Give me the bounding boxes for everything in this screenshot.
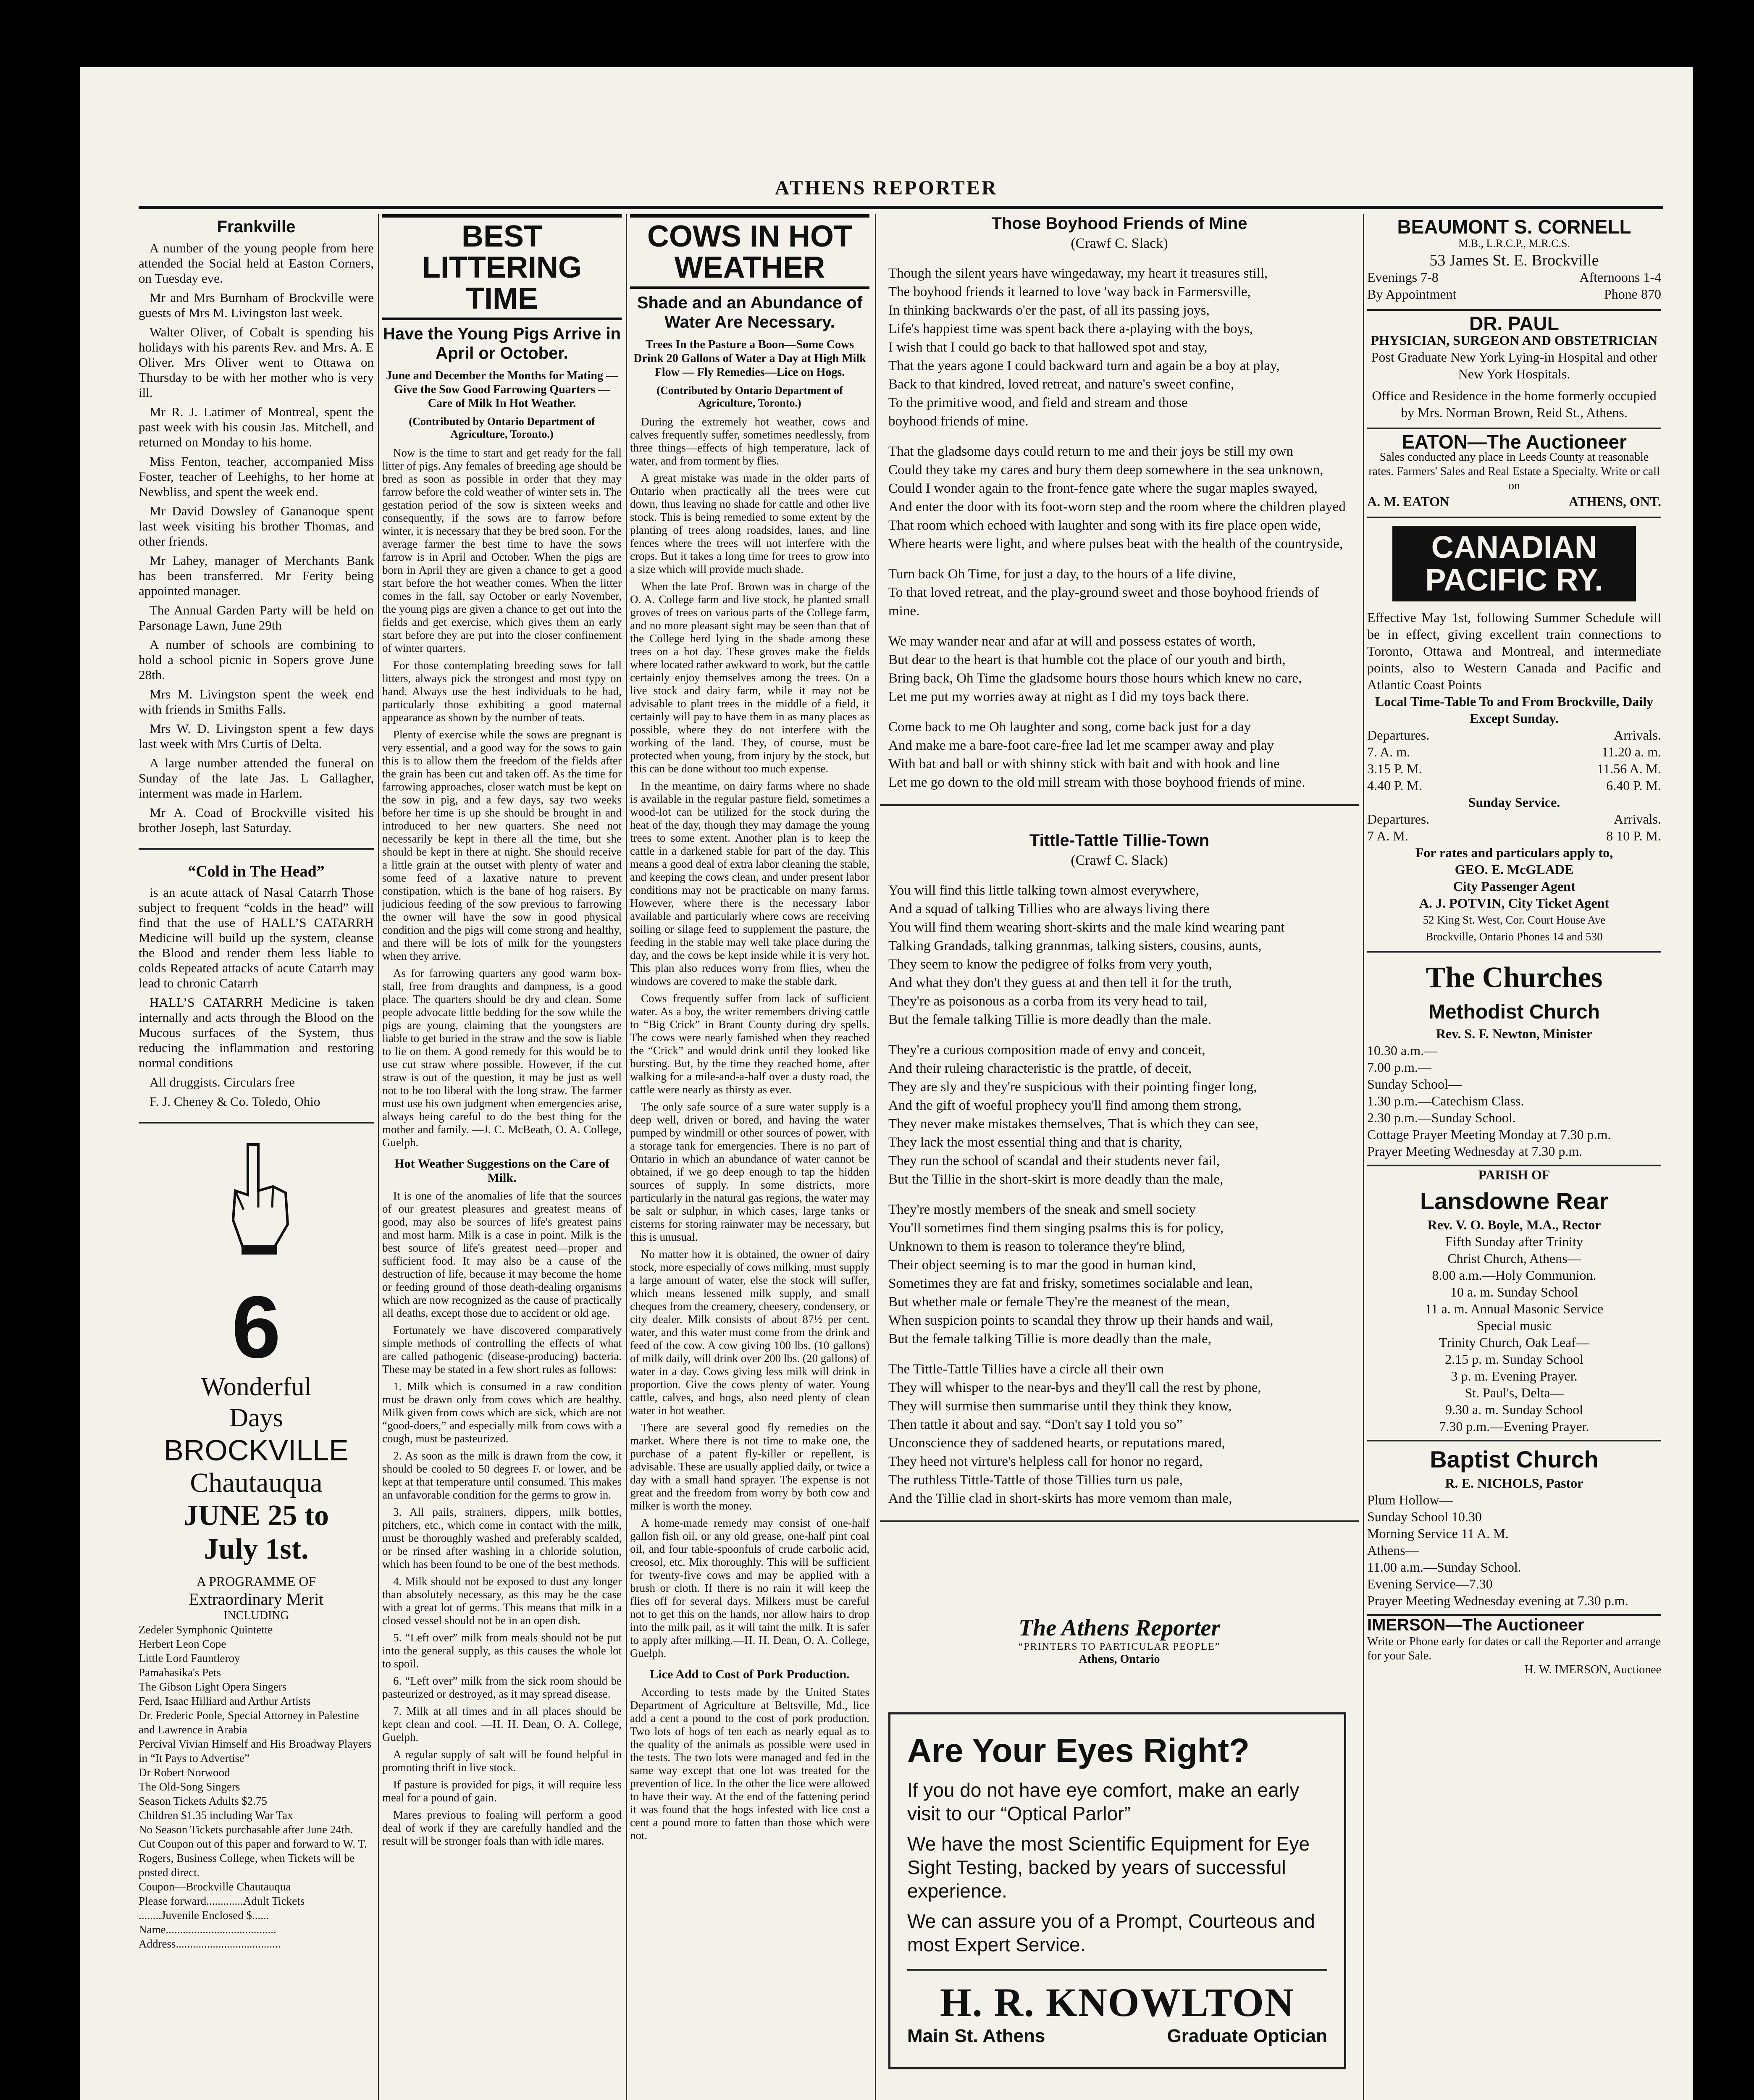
poem-line: Then tattle it about and say. “Don't say I told you so” — [888, 1417, 1183, 1432]
timetable-cell: 4.40 P. M. — [1367, 778, 1422, 793]
littering-contrib: (Contributed by Ontario Department of Agriculture, Toronto.) — [409, 415, 595, 440]
program-item: Dr. Frederic Poole, Special Attorney in Palestine and Lawrence in Arabia — [139, 1709, 359, 1736]
paul-text-1: Post Graduate New York Lying-in Hospital and other New York Hospitals. — [1371, 349, 1657, 381]
news-item: Mr R. J. Latimer of Montreal, spent the past week with his cousin Jas. Mitchell, and returned on Monday to his home. — [139, 404, 374, 449]
chautauqua-advert — [139, 1278, 374, 1951]
poem-stanza — [888, 565, 1350, 620]
poem-line: Life's happiest time was spent back there a-playing with the boys, — [888, 321, 1253, 336]
poem-line: They will whisper to the near-bys and they'll call the rest by phone, — [888, 1380, 1261, 1395]
poem-line: Come back to me Oh laughter and song, come back just for a day — [888, 719, 1251, 735]
poem-stanza — [888, 881, 1350, 1029]
chautauqua-dates-end: July 1st. — [204, 1533, 309, 1565]
eaton-card — [1367, 429, 1661, 518]
poem2-title: Tittle-Tattle Tillie-Town — [1029, 831, 1210, 850]
cpr-phones: Brockville, Ontario Phones 14 and 530 — [1426, 930, 1603, 943]
poem-line: And what they don't they guess at and then tell it for the truth, — [888, 975, 1232, 990]
program-item: Zedeler Symphonic Quintette — [139, 1623, 273, 1636]
reporter-name: The Athens Reporter — [1018, 1615, 1221, 1641]
departures-label: Departures. — [1367, 727, 1430, 743]
program-item: Please forward.............Adult Tickets — [139, 1895, 305, 1907]
timetable-cell: 7. A. m. — [1367, 744, 1410, 759]
lansdowne-rector: Rev. V. O. Boyle, M.A., Rector — [1427, 1217, 1601, 1232]
poem-line: But the female talking Tillie is more deadly than the male, — [888, 1331, 1211, 1347]
article-paragraph: A great mistake was made in the older parts of Ontario when practically all the trees were cut down, thus leaving no shade for cattle and other live stock. This is being remedied to some extent by the planting of trees along roadsides, lanes, and line fences where the trees will not interfere with the crops. But it takes a long time for trees to grow into a size which will provide much shade. — [630, 472, 869, 575]
article-paragraph: 3. All pails, strainers, dippers, milk bottles, pitchers, etc., which come in contact with the milk, must be thoroughly washed and preferably scalded, or be rinsed after washing in a chloride solution, which has been found to be one of the best methods. — [382, 1506, 622, 1570]
cpr-logo — [1392, 526, 1636, 601]
poem-line: They're a curious composition made of envy and conceit, — [888, 1042, 1205, 1058]
cpr-agent2: A. J. POTVIN, City Ticket Agent — [1419, 895, 1610, 911]
masthead-rule — [139, 206, 1663, 209]
lice-title: Lice Add to Cost of Pork Production. — [650, 1667, 850, 1681]
littering-headline: BEST LITTERING TIME — [382, 214, 622, 320]
paul-name: DR. PAUL — [1469, 312, 1559, 334]
article-paragraph: Fortunately we have discovered comparatively simple methods of controlling the effects of what are called pathogenic (disease-producing) bacteria. These may be stated in a few short rules as follows: — [382, 1324, 622, 1376]
cpr-address: 52 King St. West, Cor. Court House Ave — [1423, 914, 1606, 926]
poem-stanza — [888, 1360, 1350, 1508]
methodist-church — [1367, 1000, 1661, 1166]
article-paragraph: 4. Milk should not be exposed to dust any longer than absolutely necessary, as this may be the case with a great lot of germs. This means that milk in a closed vessel should not be in an open dish. — [382, 1575, 622, 1627]
poem-line: The ruthless Tittle-Tattle of those Tillies turn us pale, — [888, 1473, 1183, 1488]
timetable-row — [1367, 827, 1661, 844]
advert-paragraph: All druggists. Circulars free — [150, 1075, 295, 1089]
poem-line: And the Tillie clad in short-skirts has more vemom than male, — [888, 1491, 1232, 1506]
column-rule — [875, 214, 876, 2100]
lansdowne-parish — [1367, 1166, 1661, 1441]
column-rule — [626, 214, 627, 2100]
poem-line: And a squad of talking Tillies who are always living there — [888, 901, 1210, 916]
optician-title: Graduate Optician — [1167, 2026, 1327, 2046]
imerson-name: IMERSON—The Auctioneer — [1367, 1616, 1584, 1634]
program-item: Address..................................... — [139, 1937, 281, 1950]
article-paragraph: Mares previous to foaling will perform a good deal of work if they are carefully handled and the result will be stronger foals than with idle mares. — [382, 1809, 622, 1847]
poem-line: They are sly and they're suspicious with their pointing finger long, — [888, 1079, 1257, 1095]
news-item: Mr David Dowsley of Gananoque spent last week visiting his brother Thomas, and other friends. — [139, 504, 374, 549]
schedule-line: Prayer Meeting Wednesday at 7.30 p.m. — [1367, 1144, 1583, 1159]
poem-line: When suspicion points to scandal they throw up their hands and wail, — [888, 1313, 1273, 1328]
poem-line: boyhood friends of mine. — [888, 414, 1029, 429]
advert-paragraph: is an acute attack of Nasal Catarrh Those subject to frequent “colds in the head” will find that the use of HALL’S CATARRH Medicine will build up the system, cleanse the Blood and render them less liable to colds Repeated attacks of acute Catarrh may lead to chronic Catarrh — [139, 885, 374, 990]
paul-text-2: Office and Residence in the home formerly occupied by Mrs. Norman Brown, Reid St., Athens. — [1372, 388, 1657, 420]
article-paragraph: 5. “Left over” milk from meals should not be put into the general supply, as this causes the whole lot to spoil. — [382, 1631, 622, 1670]
article-paragraph: As for farrowing quarters any good warm box-stall, free from draughts and dampness, is a good place. The quarters should be dry and clean. Some people advocate little bedding for the sow while the pigs are young, claiming that the youngsters are liable to get buried in the straw and the sow is liable to lie on them. A good remedy for this would be to use cut straw where possible. However, if the cut straw is out of the question, it may be just as well not to be too liberal with the long straw. The farmer must use his own judgment when emergencies arise, always being careful to do the best thing for the mother and family. —J. C. McBeath, O. A. College, Guelph. — [382, 967, 622, 1149]
article-paragraph: Plenty of exercise while the sows are pregnant is very essential, and a good way for the sows to gain this is to allow them the freedom of the fields after the grain has been cut and taken off. As the time for farrowing approaches, closer watch must be kept on the sow in pig, and a few days, say two weeks before her time is up she should be brought in and introduced to her new quarters. She need not necessarily be kept in there all the time, but she should be kept in there at night. She should receive a little grain at the outset with plenty of water and some feed of a laxative nature to prevent constipation, which is the bane of hog raisers. By judicious feeding of the sow previous to farrowing the owner will have the sow in good physical condition and the pigs will come strong and healthy, and there will be lots of milk for the youngsters when they arrive. — [382, 728, 622, 962]
news-item: A number of the young people from here attended the Social held at Easton Corners, on Tuesday eve. — [139, 241, 374, 286]
program-item: Cut Coupon out of this paper and forward to W. T. Rogers, Business College, when Tickets will be posted direct. — [139, 1838, 367, 1879]
article-paragraph: Cows frequently suffer from lack of sufficient water. As a boy, the writer remembers driving cattle to “Big Crick” in Brant County during dry spells. The cows were nearly famished when they reached the “Crick” and would drink until they looked like bursting. But, by the time they reached home, after walking for a mile-and-a-half over a dusty road, the cattle were nearly as thirsty as ever. — [630, 992, 869, 1096]
optician-name: H. R. KNOWLTON — [907, 1969, 1327, 2026]
cpr-rates: For rates and particulars apply to, — [1415, 845, 1613, 860]
optical-text-3: We can assure you of a Prompt, Courteous and most Expert Service. — [907, 1910, 1315, 1956]
poem-line: They never make mistakes themselves, That is which they can see, — [888, 1116, 1258, 1131]
imerson-text: Write or Phone early for dates or call the Reporter and arrange for your Sale. — [1367, 1635, 1661, 1662]
news-item: A number of schools are combining to hold a school picnic in Sopers grove June 28th. — [139, 637, 374, 682]
littering-body — [382, 446, 622, 1149]
schedule-line: 11 a. m. Annual Masonic Service — [1425, 1301, 1604, 1316]
eaton-name: EATON—The Auctioneer — [1402, 431, 1627, 453]
sunday-service-title: Sunday Service. — [1468, 795, 1560, 810]
timetable-row — [1367, 777, 1661, 794]
schedule-line: St. Paul's, Delta— — [1465, 1385, 1564, 1400]
timetable-cell: 3.15 P. M. — [1367, 761, 1422, 776]
news-item: Mrs M. Livingston spent the week end with friends in Smiths Falls. — [139, 687, 374, 717]
program-item: No Season Tickets purchasable after June 24th. — [139, 1823, 353, 1836]
article-paragraph: 1. Milk which is consumed in a raw condition must be drawn only from cows which are healthy. Milk given from cows which are sick, which are not “good-doers,” and especially milk from cows with a cough, must be pasteurized. — [382, 1380, 622, 1445]
methodist-schedule — [1367, 1042, 1661, 1160]
program-item: The Old-Song Singers — [139, 1780, 240, 1793]
timetable-cell: 7 A. M. — [1367, 828, 1408, 843]
cold-advert — [139, 885, 374, 1109]
optical-advert — [888, 1712, 1346, 2069]
cows-body — [630, 415, 869, 1660]
imerson-card — [1367, 1616, 1661, 1677]
article-paragraph: 6. “Left over” milk from the sick room should be pasteurized or destroyed, as it may spread disease. — [382, 1675, 622, 1700]
parish-label: PARISH OF — [1478, 1167, 1550, 1182]
schedule-line: 2.30 p.m.—Sunday School. — [1367, 1110, 1516, 1125]
news-item: Miss Fenton, teacher, accompanied Miss Foster, teacher of Leehighs, to her home at Newbliss, and spent the week end. — [139, 454, 374, 499]
schedule-line: Sunday School— — [1367, 1076, 1462, 1092]
schedule-line: Fifth Sunday after Trinity — [1445, 1234, 1583, 1249]
article-paragraph: The only safe source of a sure water supply is a deep well, driven or bored, and having the water pumped by windmill or other sources of power, with a storage tank for emergencies. There is no part of Ontario in which an abundance of water cannot be obtained, if we go deep enough to tap the hidden sources of supply. In some districts, more particularly in the natural gas regions, the water may be salt or sulphur, in which cases, large tanks or cisterns for storing rainwater may be necessary, but this is unusual. — [630, 1100, 869, 1243]
poem-line: That room which echoed with laughter and song with its fire place open wide, — [888, 518, 1321, 533]
schedule-line: Trinity Church, Oak Leaf— — [1439, 1335, 1589, 1350]
program-item: Herbert Leon Cope — [139, 1638, 226, 1650]
departures-label: Departures. — [1367, 811, 1430, 827]
news-item: Mr Lahey, manager of Merchants Bank has been transferred. Mr Ferity being appointed manager. — [139, 553, 374, 598]
cpr-logo-line2: PACIFIC RY. — [1425, 562, 1603, 597]
poem-line: Where hearts were light, and where pulses beat with the health of the countryside, — [888, 536, 1343, 551]
article-paragraph: In the meantime, on dairy farms where no shade is available in the regular pasture field, sometimes a wood-lot can be utilized for the stock during the heat of the day, though they may damage the young trees to some extent. Another plan is to keep the cattle in a darkened stable for part of the day. This means a good deal of extra labor cleaning the stable, and keeping the cows clean, and under present labor conditions may not be practicable on many farms. However, where there is the necessary labor available and particularly where cows are receiving soiling or silage feed to supplement the pasture, the feeding in the stable may well take place during the day, and the cows be kept inside while it is very hot. This plan also reduces worry from flies, when the windows are covered to make the stable dark. — [630, 780, 869, 987]
article-paragraph: 2. As soon as the milk is drawn from the cow, it should be cooled to 50 degrees F. or lower, and be kept at that temperature until consumed. This makes an unfavorable condition for the germs to grow in. — [382, 1449, 622, 1501]
cpr-timetable-title: Local Time-Table To and From Brockville, Daily Except Sunday. — [1375, 694, 1654, 726]
poem-line: With bat and ball or with shinny stick with bait and with hook and line — [888, 756, 1280, 772]
cornell-evenings: Evenings 7-8 — [1367, 270, 1439, 285]
schedule-line: 3 p. m. Evening Prayer. — [1451, 1368, 1578, 1383]
cornell-phone: Phone 870 — [1604, 286, 1661, 302]
article-paragraph: During the extremely hot weather, cows and calves frequently suffer, sometimes needlessly, from three things—effects of high temperature, lack of water, and from torment by flies. — [630, 415, 869, 467]
paul-card — [1367, 311, 1661, 429]
article-paragraph: 7. Milk at all times and in all places should be kept clean and cool. —H. H. Dean, O. A. College, Guelph. — [382, 1705, 622, 1743]
poem-line: They're mostly members of the sneak and smell society — [888, 1202, 1196, 1217]
poem-line: And the gift of woeful prophecy you'll find among them strong, — [888, 1098, 1242, 1113]
program-item: Season Tickets Adults $2.75 — [139, 1795, 268, 1807]
poem-line: That the gladsome days could return to me and their joys be still my own — [888, 444, 1294, 459]
article-paragraph: If pasture is provided for pigs, it will require less meal for a pound of gain. — [382, 1778, 622, 1804]
program-item: Little Lord Fauntleroy — [139, 1652, 240, 1664]
milk-body — [382, 1189, 622, 1848]
poem-line: You will find them wearing short-skirts and the male kind wearing pant — [888, 920, 1285, 935]
frankville-news — [139, 241, 374, 835]
timetable-row — [1367, 743, 1661, 760]
eaton-signature: A. M. EATON — [1367, 494, 1450, 509]
program-list — [139, 1622, 374, 1951]
poem-line: Could they take my cares and bury them deep somewhere in the sea unknown, — [888, 462, 1323, 478]
schedule-line: 10.30 a.m.— — [1367, 1043, 1438, 1058]
program-item: Pamahasika's Pets — [139, 1666, 221, 1679]
poem-line: And enter the door with its foot-worn step and the room where the children played — [888, 499, 1346, 514]
timetable-cell: 8 10 P. M. — [1606, 828, 1661, 843]
schedule-line: Plum Hollow— — [1367, 1492, 1453, 1507]
article-paragraph: It is one of the anomalies of life that the sources of our greatest pleasures and greatest means of good, may also be sources of life's greatest pains and most harm. Milk is a case in point. Milk is the best source of life's greatest need—proper and sufficient food. It may also be a cause of the destruction of life, because it may become the home or feeding ground of those death-dealing organisms which are now recognized as the cause of practically all deaths, except those due to accident or old age. — [382, 1189, 622, 1319]
cornell-name: BEAUMONT S. CORNELL — [1397, 216, 1631, 238]
days-label: Days — [229, 1404, 283, 1432]
schedule-line: Cottage Prayer Meeting Monday at 7.30 p.m. — [1367, 1127, 1611, 1142]
poem-line: The Tittle-Tattle Tillies have a circle all their own — [888, 1362, 1164, 1377]
poem-line: Unknown to them is reason to tolerance they're blind, — [888, 1239, 1186, 1254]
masthead: ATHENS REPORTER — [775, 177, 998, 199]
reporter-slogan: “PRINTERS TO PARTICULAR PEOPLE” — [1018, 1641, 1221, 1652]
article-paragraph: Now is the time to start and get ready for the fall litter of pigs. Any females of breeding age should be bred as soon as possible in order that they may farrow before the cold weather of winter sets in. The gestation period of the sow is sixteen weeks and consequently, if the sows are to farrow before winter, it is necessary that they be bred soon. For the average farmer the best time to have the sows farrow is in April and October. When the pigs are born in April they are given a chance to get a good start before the hot weather comes. When the litter comes in the fall, say October or early November, the young pigs are given a chance to get out into the fields and get exercise, which gives them an early start before they are put into the closer confinement of winter quarters. — [382, 446, 622, 654]
churches-heading: The Churches — [1426, 961, 1603, 994]
schedule-line: 1.30 p.m.—Catechism Class. — [1367, 1093, 1524, 1108]
optical-text-1: If you do not have eye comfort, make an early visit to our “Optical Parlor” — [907, 1779, 1300, 1824]
program-item: Dr Robert Norwood — [139, 1766, 230, 1779]
littering-deck: June and December the Months for Mating — Give the Sow Good Farrowing Quarters — Care of Milk In Hot Weather. — [386, 369, 618, 410]
reporter-place: Athens, Ontario — [1079, 1653, 1160, 1666]
poem1-title: Those Boyhood Friends of Mine — [991, 214, 1247, 233]
advert-paragraph: HALL’S CATARRH Medicine is taken internally and acts through the Blood on the Mucous surfaces of the System, thus reducing the inflammation and restoring normal conditions — [139, 995, 374, 1070]
cpr-agent1: GEO. E. McGLADE — [1455, 862, 1574, 877]
divider — [880, 1520, 1359, 1522]
poem-line: Back to that kindred, loved retreat, and nature's sweet confine, — [888, 377, 1234, 392]
poem2-body — [880, 881, 1359, 1508]
optical-text-2: We have the most Scientific Equipment for Eye Sight Testing, backed by years of successful experience. — [907, 1833, 1310, 1902]
poem-line: Unconscience they of saddened hearts, or reputations mared, — [888, 1436, 1225, 1451]
cpr-agent1-title: City Passenger Agent — [1453, 879, 1575, 894]
poem-line: Their object seeming is to mar the good in human kind, — [888, 1257, 1196, 1273]
poem-line: Though the silent years have wingedaway, my heart it treasures still, — [888, 266, 1268, 281]
wonderful-label: Wonderful — [201, 1373, 312, 1401]
arrivals-label: Arrivals. — [1614, 811, 1661, 827]
column-littering — [382, 214, 622, 2100]
lansdowne-name: Lansdowne Rear — [1420, 1188, 1609, 1214]
poem-line: They will surmise then summarise until they think they know, — [888, 1399, 1232, 1414]
schedule-line: 7.30 p.m.—Evening Prayer. — [1439, 1419, 1589, 1434]
column-cows — [630, 214, 869, 2100]
poem-line: And their ruleing characteristic is the prattle, of deceit, — [888, 1061, 1192, 1076]
column-rule — [378, 214, 379, 2100]
cpr-logo-line1: CANADIAN — [1431, 530, 1597, 564]
schedule-line: 7.00 p.m.— — [1367, 1060, 1431, 1075]
chautauqua-dates-start: JUNE 25 to — [183, 1499, 329, 1532]
article-paragraph: A home-made remedy may consist of one-half gallon fish oil, or any old grease, one-half pint coal oil, and four table-spoonfuls of crude carbolic acid, creosol, etc. Mix thoroughly. This will be sufficient for twenty-five cows and may be applied with a brush or cloth. If there is no rain it will keep the flies off for several days. Milkers must be careful not to get this on the hands, nor allow hairs to drop into the milk pail, as it will taint the milk. It is safer to apply after milking.—H. H. Dean, O. A. College, Guelph. — [630, 1517, 869, 1659]
schedule-line: Evening Service—7.30 — [1367, 1576, 1493, 1591]
optician-address: Main St. Athens — [907, 2026, 1045, 2046]
article-paragraph: There are several good fly remedies on the market. Where there is not time to make one, the purchase of a patent fly-killer or repellent, is advisable. These are usually applied daily, or twice a day with a small hand sprayer. The expense is not great and the freedom from worry by both cow and milker is worth the money. — [630, 1421, 869, 1512]
schedule-line: 9.30 a. m. Sunday School — [1445, 1402, 1583, 1417]
poem-line: They lack the most essential thing and that is charity, — [888, 1135, 1182, 1150]
timetable-row — [1367, 760, 1661, 777]
lice-body: According to tests made by the United States Department of Agriculture at Beltsville, Md., lice add a cent a pound to the cost of pork production. Two lots of hogs of ten each as nearly equal as to the quality of the animals as possible were used in the tests. The two lots were managed and fed in the same way except that one lot was treated for the prevention of lice. In the other the lice were allowed to have their way. At the end of the fattening period it was found that the hogs infested with lice cost a cent a pound more to fatten than those which were not. — [630, 1686, 869, 1842]
newspaper-page — [80, 67, 1693, 2100]
poem-line: They're as poisonous as a corba from its very head to tail, — [888, 994, 1208, 1009]
article-paragraph: No matter how it is obtained, the owner of dairy stock, more especially of cows milking, must supply a large amount of water, else the stock will suffer, which means lessened milk supply, and small cheques from the creamery, cheesery, condensery, or city dealer. Milk consists of about 87½ per cent. water, and this water must come from the drink and feed of the cow. A cow giving 100 lbs. (10 gallons) of milk daily, will drink over 200 lbs. (20 gallons) of water in a day. Cows giving less milk will drink in proportion. Give the cows plenty of water. Young cattle, calves, and hogs, also need plenty of clean water in hot weather. — [630, 1248, 869, 1417]
imerson-signature: H. W. IMERSON, Auctionee — [1524, 1663, 1661, 1676]
baptist-pastor: R. E. NICHOLS, Pastor — [1445, 1475, 1583, 1491]
poem-stanza — [888, 264, 1350, 430]
program-label: A PROGRAMME OF — [196, 1574, 316, 1589]
reporter-logo — [880, 1614, 1359, 1666]
news-item: Mrs W. D. Livingston spent a few days last week with Mrs Curtis of Delta. — [139, 721, 374, 751]
baptist-church — [1367, 1446, 1661, 1616]
program-item: The Gibson Light Opera Singers — [139, 1680, 287, 1693]
cpr-text: Effective May 1st, following Summer Schedule will be in effect, giving excellent train connections to Toronto, Ottawa and Montreal, and intermediate points, also to Western Canada and Pacific and Atlantic Coast Points — [1367, 610, 1661, 692]
timetable-cell: 11.20 a. m. — [1602, 744, 1661, 759]
divider — [139, 1122, 374, 1124]
methodist-name: Methodist Church — [1428, 1001, 1600, 1023]
article-paragraph: A regular supply of salt will be found helpful in promoting thrift in live stock. — [382, 1748, 622, 1774]
eaton-text: Sales conducted any place in Leeds County at reasonable rates. Farmers' Sales and Real Estate a Specialty. Write or call on — [1368, 451, 1660, 492]
program-item: ........Juvenile Enclosed $...... — [139, 1909, 269, 1922]
poem-line: You will find this little talking town almost everywhere, — [888, 883, 1199, 898]
program-item: Coupon—Brockville Chautauqua — [139, 1880, 291, 1893]
divider — [139, 848, 374, 850]
poem-line: Let me go down to the old mill stream with those boyhood friends of mine. — [888, 775, 1305, 790]
schedule-line: Sunday School 10.30 — [1367, 1509, 1482, 1524]
poem-line: That the years agone I could backward turn and again be a boy at play, — [888, 358, 1280, 373]
poem-line: We may wander near and afar at will and possess estates of worth, — [888, 634, 1256, 649]
baptist-schedule — [1367, 1491, 1661, 1609]
cows-headline: COWS IN HOT WEATHER — [630, 214, 869, 289]
poem-stanza — [888, 1200, 1350, 1348]
column-directory — [1367, 214, 1661, 2100]
program-item: Children $1.35 including War Tax — [139, 1809, 293, 1822]
schedule-line: 8.00 a.m.—Holy Communion. — [1432, 1268, 1596, 1283]
poem-line: Sometimes they are fat and frisky, sometimes socialable and lean, — [888, 1276, 1253, 1291]
cornell-card — [1367, 214, 1661, 311]
sunday-timetable — [1367, 827, 1661, 844]
poem-line: The boyhood friends it learned to love 'way back in Farmersville, — [888, 284, 1251, 299]
chautauqua-name: Chautauqua — [190, 1467, 323, 1498]
chautauqua-city: BROCKVILLE — [164, 1434, 349, 1467]
arrivals-label: Arrivals. — [1614, 727, 1661, 743]
poem-line: Turn back Oh Time, for just a day, to the hours of a life divine, — [888, 567, 1236, 582]
schedule-line: 2.15 p. m. Sunday School — [1445, 1352, 1583, 1367]
poem-stanza — [888, 442, 1350, 553]
milk-title: Hot Weather Suggestions on the Care of Milk. — [394, 1157, 609, 1185]
poem-line: To the primitive wood, and field and stream and those — [888, 395, 1188, 410]
schedule-line: 10 a. m. Sunday School — [1450, 1284, 1578, 1299]
poem-line: In thinking backwards o'er the past, of all its passing joys, — [888, 303, 1210, 318]
advert-paragraph: F. J. Cheney & Co. Toledo, Ohio — [150, 1094, 320, 1109]
frankville-title: Frankville — [217, 218, 296, 236]
news-item: Mr A. Coad of Brockville visited his brother Joseph, last Saturday. — [139, 805, 374, 835]
poem-line: They seem to know the pedigree of folks from very youth, — [888, 957, 1212, 972]
cornell-address: 53 James St. E. Brockville — [1429, 252, 1599, 269]
schedule-line: Prayer Meeting Wednesday evening at 7.30 p.m. — [1367, 1593, 1628, 1608]
cornell-degrees: M.B., L.R.C.P., M.R.C.S. — [1458, 237, 1570, 249]
eaton-place: ATHENS, ONT. — [1568, 494, 1661, 509]
cows-contrib: (Contributed by Ontario Department of Agriculture, Toronto.) — [656, 384, 843, 409]
poem-line: They run the school of scandal and their students never fail, — [888, 1153, 1220, 1168]
littering-subhead: Have the Young Pigs Arrive in April or October. — [383, 325, 621, 362]
optical-headline: Are Your Eyes Right? — [907, 1732, 1250, 1769]
methodist-minister: Rev. S. F. Newton, Minister — [1436, 1026, 1593, 1041]
news-item: Walter Oliver, of Cobalt is spending his holidays with his parents Rev. and Mrs. A. E Oliver. Mrs Oliver went to Ottawa on Thursday to be with her mother who is very ill. — [139, 325, 374, 400]
poem-line: To that loved retreat, and the play-ground sweet and those boyhood friends of mine. — [888, 585, 1319, 619]
column-rule — [1363, 214, 1364, 2100]
poem-line: Let me put my worries away at night as I did my toys back there. — [888, 689, 1249, 704]
poem2-byline: (Crawf C. Slack) — [1071, 853, 1168, 868]
cold-title: “Cold in The Head” — [188, 863, 325, 880]
schedule-line: Special music — [1476, 1318, 1552, 1333]
poem-line: But dear to the heart is that humble cot the place of our youth and birth, — [888, 652, 1286, 667]
poem-line: I wish that I could go back to that hallowed spot and stay, — [888, 340, 1208, 355]
baptist-name: Baptist Church — [1430, 1446, 1599, 1473]
pointing-hand-icon — [218, 1140, 294, 1258]
news-item: A large number attended the funeral on Sunday of the late Jas. L Gallagher, interment was made in Harlem. — [139, 756, 374, 801]
timetable-cell: 11.56 A. M. — [1597, 761, 1661, 776]
poem-line: They heed not virture's helpless call for honor no regard, — [888, 1454, 1203, 1469]
article-paragraph: When the late Prof. Brown was in charge of the O. A. College farm and live stock, he planted small groves of trees on various parts of the College farm, and no more pleasant sight may be seen than that of the College herd lying in the shade among these trees on a hot day. These groves make the fields where located rather awkward to work, but the cattle certainly enjoy themselves among the trees. On a live stock and dairy farm, while it may not be advisable to plant trees in the middle of a field, it certainly will pay to have them in as many places as possible, where they do not interfere with the working of the land. They, of course, must be protected when young, from injury by the stock, but this can be done without too much expense. — [630, 580, 869, 775]
including-label: INCLUDING — [223, 1609, 289, 1622]
poem-line: But the female talking Tillie is more deadly than the male. — [888, 1012, 1211, 1027]
timetable-cell: 6.40 P. M. — [1606, 778, 1661, 793]
schedule-line: Christ Church, Athens— — [1447, 1251, 1581, 1266]
schedule-line: 11.00 a.m.—Sunday School. — [1367, 1559, 1521, 1575]
lansdowne-schedule — [1367, 1233, 1661, 1435]
poem1-body — [880, 264, 1359, 792]
poem-stanza — [888, 718, 1350, 792]
six-days-number: 6 — [231, 1278, 281, 1376]
poem-stanza — [888, 1041, 1350, 1189]
poem-line: And make me a bare-foot care-free lad let me scamper away and play — [888, 738, 1274, 753]
cpr-advert — [1367, 526, 1661, 953]
cornell-appointment: By Appointment — [1367, 286, 1457, 302]
column-frankville — [139, 214, 374, 2100]
program-item: Percival Vivian Himself and His Broadway Players in “It Pays to Advertise” — [139, 1738, 372, 1764]
poem-line: You'll sometimes find them singing psalms this is for policy, — [888, 1221, 1224, 1236]
paul-title: PHYSICIAN, SURGEON AND OBSTETRICIAN — [1371, 333, 1658, 348]
poem-line: But whether male or female They're the meanest of the mean, — [888, 1294, 1230, 1310]
poem-line: Talking Grandads, talking grannmas, talking sisters, cousins, aunts, — [888, 938, 1262, 953]
program-sub: Extraordinary Merit — [189, 1590, 324, 1609]
article-paragraph: For those contemplating breeding sows for fall litters, always pick the strongest and most typy on hand. Always use the best individuals to be had, particularly those exhibiting a good maternal appearance as shown by the number of teats. — [382, 659, 622, 724]
poem-line: Bring back, Oh Time the gladsome hours those hours which knew no care, — [888, 671, 1302, 686]
divider — [880, 804, 1359, 806]
cows-deck: Trees In the Pasture a Boon—Some Cows Drink 20 Gallons of Water a Day at High Milk Flow — Fly Remedies—Lice on Hogs. — [633, 338, 866, 379]
weekday-timetable — [1367, 743, 1661, 794]
schedule-line: Athens— — [1367, 1543, 1419, 1558]
poem-line: Could I wonder again to the front-fence gate where the sugar maples swayed, — [888, 481, 1318, 496]
poem1-byline: (Crawf C. Slack) — [1071, 236, 1168, 251]
program-item: Name....................................... — [139, 1923, 276, 1936]
cows-subhead: Shade and an Abundance of Water Are Necessary. — [637, 294, 863, 331]
program-item: Ferd, Isaac Hilliard and Arthur Artists — [139, 1695, 311, 1707]
news-item: The Annual Garden Party will be held on Parsonage Lawn, June 29th — [139, 603, 374, 633]
schedule-line: Morning Service 11 A. M. — [1367, 1526, 1509, 1541]
cornell-afternoons: Afternoons 1-4 — [1579, 270, 1661, 285]
column-poems — [880, 214, 1359, 2100]
poem-stanza — [888, 632, 1350, 706]
news-item: Mr and Mrs Burnham of Brockville were guests of Mrs M. Livingston last week. — [139, 290, 374, 320]
poem-line: But the Tillie in the short-skirt is more deadly than the male, — [888, 1172, 1224, 1187]
